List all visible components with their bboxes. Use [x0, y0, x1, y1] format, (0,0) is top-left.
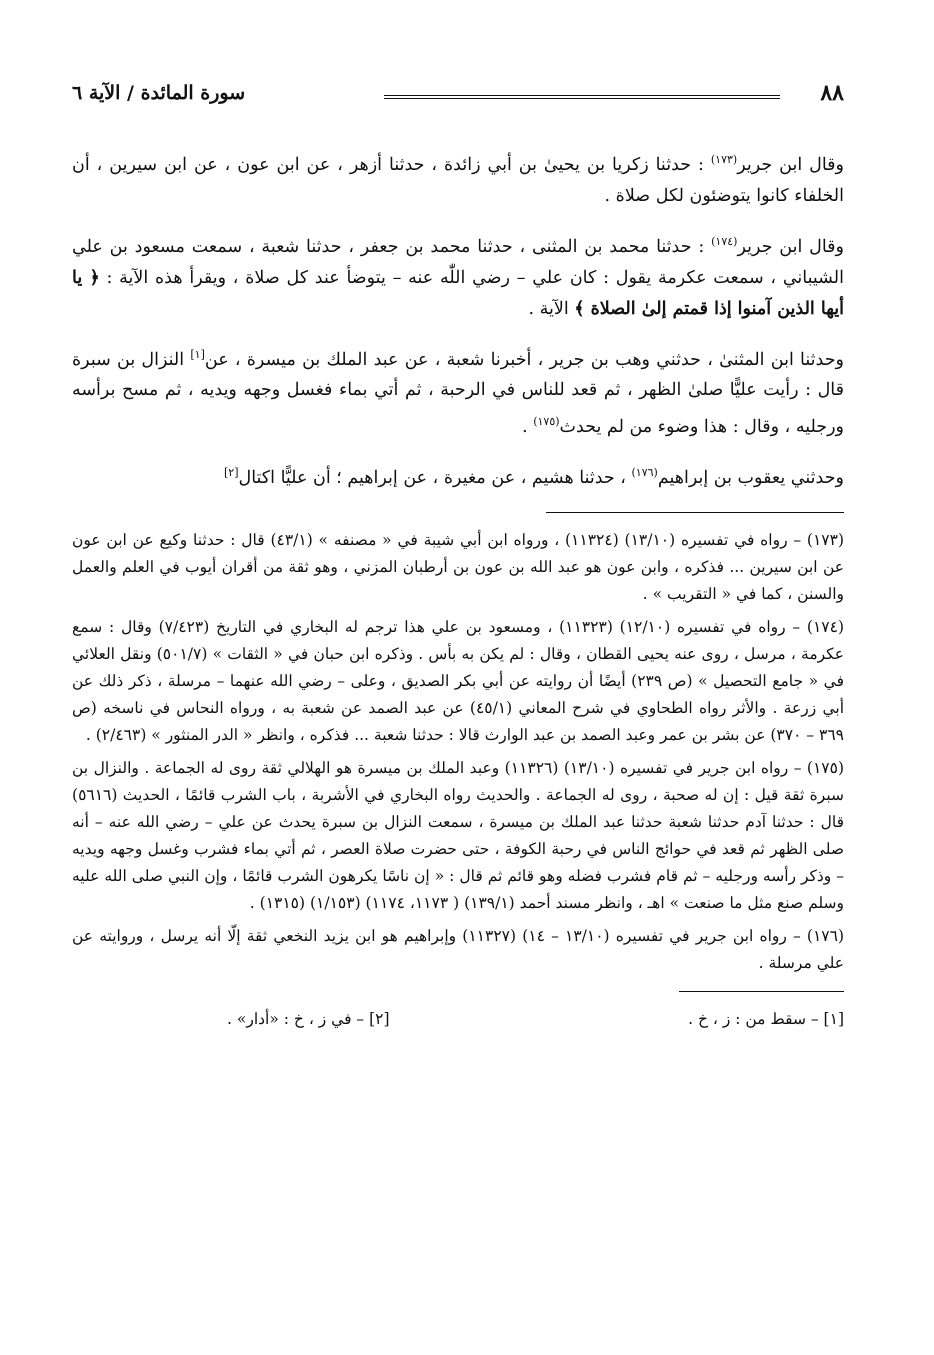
edition-notes: [72, 1010, 844, 1028]
header-rule: [384, 95, 780, 99]
footnote-separator: [546, 512, 844, 513]
paragraph-2: [72, 226, 844, 325]
footnote-176: (١٧٦) – رواه ابن جرير في تفسيره (١٣/١٠ – ١٤) (١١٣٢٧) وإبراهيم هو ابن يزيد النخعي ثقة إلّا أنه يرسل ، وروايته عن علي مرسلة .: [72, 927, 845, 973]
edition-note-reference[interactable]: [٢]: [223, 466, 239, 480]
page-header: [72, 78, 844, 114]
paragraph-text: ، حدثنا هشيم ، عن مغيرة ، عن إبراهيم ؛ أن عليًّا اكتال: [238, 468, 632, 489]
paragraph-text: وحدثني يعقوب بن إبراهيم: [657, 468, 844, 489]
edition-note-2: [٢] – في ز ، خ : «أدار» .: [227, 1010, 390, 1029]
edition-notes-separator: [679, 991, 844, 992]
paragraph-text: وقال ابن جرير: [737, 154, 844, 175]
page-number: ٨٨: [820, 80, 844, 106]
paragraph-1: [72, 144, 844, 212]
paragraph-text: الآية .: [528, 298, 575, 319]
book-page: [72, 78, 844, 1028]
paragraph-3: [72, 339, 844, 444]
paragraph-text: .: [522, 417, 534, 438]
footnote-reference[interactable]: (١٧٦): [631, 466, 658, 480]
paragraph-text: : حدثنا زكريا بن يحيىٰ بن أبي زائدة ، حدثنا أزهر ، عن ابن عون ، عن ابن سيرين ، أن الخلفاء كانوا يتوضئون لكل صلاة .: [72, 154, 844, 206]
quran-verse: ﴿ يا أيها الذين آمنوا إذا قمتم إلىٰ الصلاة ﴾: [72, 267, 844, 319]
footnote-175: (١٧٥) – رواه ابن جرير في تفسيره (١٣/١٠) (١١٣٢٦) وعبد الملك بن ميسرة هو الهلالي ثقة روى له الجماعة . والنزال بن سبرة ثقة قيل : إن له صحبة ، روى له الجماعة . والحديث رواه البخاري في الأشربة ، باب الشرب قائمًا ، الحديث (٥٦١٦) قال : حدثنا آدم حدثنا شعبة حدثنا عبد الملك بن ميسرة ، سمعت النزال بن سبرة يحدث عن علي – رضي الله عنه – أنه صلى الظهر ثم قعد في حوائج الناس في رحبة الكوفة ، حتى حضرت صلاة العصر ، ثم أتي بماء فشرب وغسل وجهه ويديه – وذكر رأسه ورجليه – ثم قام فشرب فضله وهو قائم ثم قال : « إن ناسًا يكرهون الشرب قائمًا ، وإن النبي صلى الله عليه وسلم صنع مثل ما صنعت » اهـ ، وانظر مسند أحمد (١٣٩/١) ( ١١٧٣، ١١٧٤) (١/١٥٣) (١٣١٥) .: [72, 759, 844, 913]
surah-title: سورة المائدة / الآية ٦: [72, 82, 246, 104]
footnote-173: (١٧٣) – رواه في تفسيره (١٣/١٠) (١١٣٢٤) ، ورواه ابن أبي شيبة في « مصنفه » (٤٣/١) قال : حدثنا وكيع عن ابن عون عن ابن سيرين ... فذكره ، وابن عون هو عبد الله بن عون بن أرطبان المزني ، وهو ثقة من أقران أيوب في العلم والعمل والسنن ، كما في « التقريب » .: [72, 531, 844, 604]
paragraph-text: النزال بن سبرة قال : رأيت عليًّا صلىٰ الظهر ، ثم قعد للناس في الرحبة ، ثم أتي بماء فغسل وجهه ويديه ، ثم مسح برأسه ورجليه ، وقال : هذا وضوء من لم يحدث: [72, 349, 844, 438]
paragraph-text: وحدثنا ابن المثنىٰ ، حدثني وهب بن جرير ، أخبرنا شعبة ، عن عبد الملك بن ميسرة ، عن: [204, 349, 844, 370]
footnote-reference[interactable]: (١٧٥): [533, 415, 560, 429]
paragraph-text: : حدثنا محمد بن المثنى ، حدثنا محمد بن جعفر ، حدثنا شعبة ، سمعت مسعود بن علي الشيباني ، سمعت عكرمة يقول : كان علي – رضي اللّٰه عنه – يتوضأ عند كل صلاة ، ويقرأ هذه الآية :: [72, 236, 844, 288]
paragraph-4: [72, 457, 844, 494]
paragraph-text: وقال ابن جرير: [737, 236, 844, 257]
main-text: [72, 144, 844, 494]
footnotes: [72, 527, 844, 977]
footnote-174: (١٧٤) – رواه في تفسيره (١٢/١٠) (١١٣٢٣) ، ومسعود بن علي هذا ترجم له البخاري في التاريخ (٧/٤٢٣) وقال : سمع عكرمة ، مرسل ، روى عنه يحيى القطان ، وقال : لم يكن به بأس . وذكره ابن حبان في « الثقات » (٥٠١/٧) ونقل العلائي في « جامع التحصيل » (ص ٢٣٩) أيضًا أن روايته عن أبي بكر الصديق ، وعلى – رضي الله عنهما – مرسلة ، ذكر ذلك عن أبي زرعة . والأثر رواه الطحاوي في شرح المعاني (٤٥/١) عن عبد الصمد عن شعبة به ، ورواه النحاس في ناسخه (ص ٣٦٩ – ٣٧٠) عن بشر بن عمر وعبد الصمد بن عبد الوارث قالا : حدثنا شعبة ... فذكره ، وانظر « الدر المنثور » (٢/٤٦٣) .: [72, 618, 845, 745]
edition-note-1: [١] – سقط من : ز ، خ .: [688, 1010, 844, 1029]
footnote-reference[interactable]: (١٧٣): [710, 153, 738, 166]
edition-note-reference[interactable]: [١]: [190, 347, 205, 361]
footnote-reference[interactable]: (١٧٤): [711, 234, 738, 248]
